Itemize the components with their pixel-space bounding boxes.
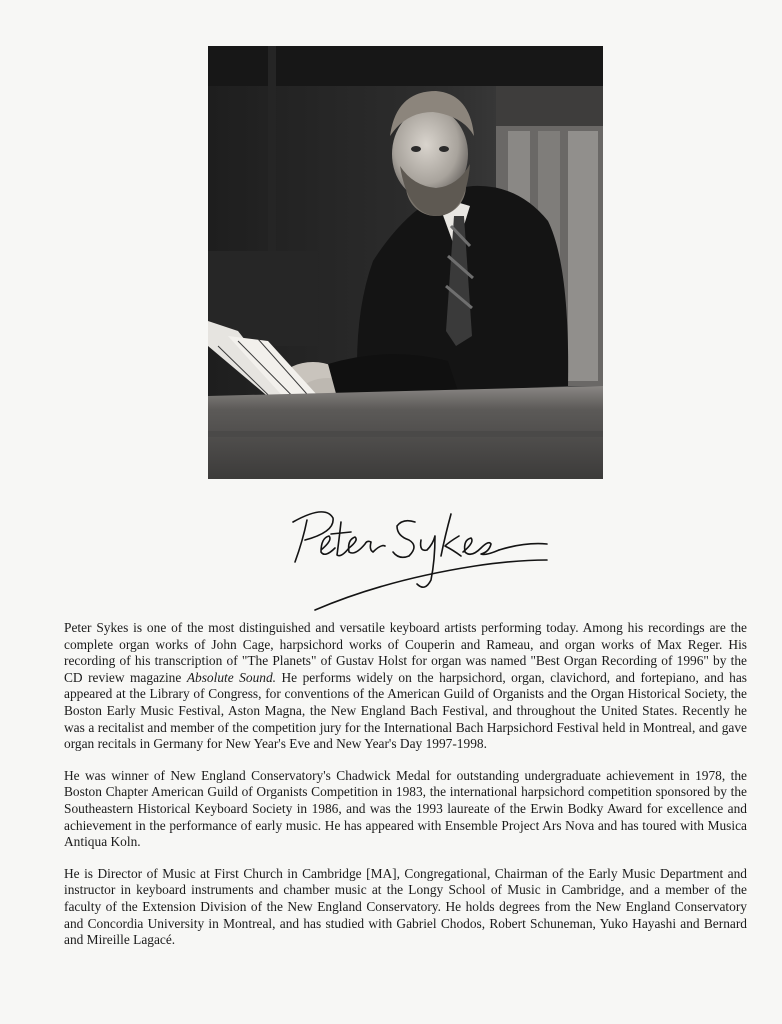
bio-paragraph-1-text: Peter Sykes is one of the most distinguished and versatile keyboard artists performing today. Among his recordings are the complete organ works of John Cage, harpsichord works of Couperin and Rameau, and organ works of Max Reger. His recording of his transcription of "The Planets" of Gustav Holst for organ was named "Best Organ Recording of 1996" by the CD review magazine <box>64 620 747 685</box>
biography <box>64 620 747 964</box>
magazine-title: Absolute Sound. <box>186 669 277 685</box>
portrait-photo <box>208 46 603 479</box>
bio-paragraph-2: He was winner of New England Conservatory's Chadwick Medal for outstanding undergraduate achievement in 1978, the Boston Chapter American Guild of Organists Competition in 1983, the international harpsichord competition sponsored by the Southeastern Historical Keyboard Society in 1986, and was the 1993 laureate of the Erwin Bodky Award for excellence and achievement in the performance of early music. He has appeared with Ensemble Project Ars Nova and has toured with Musica Antiqua Koln. <box>64 767 747 850</box>
portrait-image <box>208 46 603 479</box>
bio-paragraph-3: He is Director of Music at First Church in Cambridge [MA], Congregational, Chairman of the Early Music Department and instructor in keyboard instruments and chamber music at the Longy School of Music in Cambridge, and a member of the faculty of the Extension Division of the New England Conservatory. He holds degrees from the New England Conservatory and Concordia University in Montreal, and has studied with Gabriel Chodos, Robert Schuneman, Yuko Hayashi and Bernard and Mireille Lagacé. <box>64 865 747 948</box>
handwritten-signature-icon <box>285 500 555 615</box>
bio-paragraph-1-continued: He performs widely on the harpsichord, organ, clavichord, and fortepiano, and has appeared at the Library of Congress, for conventions of the American Guild of Organists and the Organ Historical Society, the Boston Early Music Festival, Aston Magna, the New England Bach Festival, and throughout the United States. Recently he was a recitalist and member of the competition jury for the International Bach Harpsichord Festival held in Montreal, and gave organ recitals in Germany for New Year's Eve and New Year's Day 1997-1998. <box>64 669 747 752</box>
signature <box>285 500 555 615</box>
bio-paragraph-1 <box>64 620 747 753</box>
